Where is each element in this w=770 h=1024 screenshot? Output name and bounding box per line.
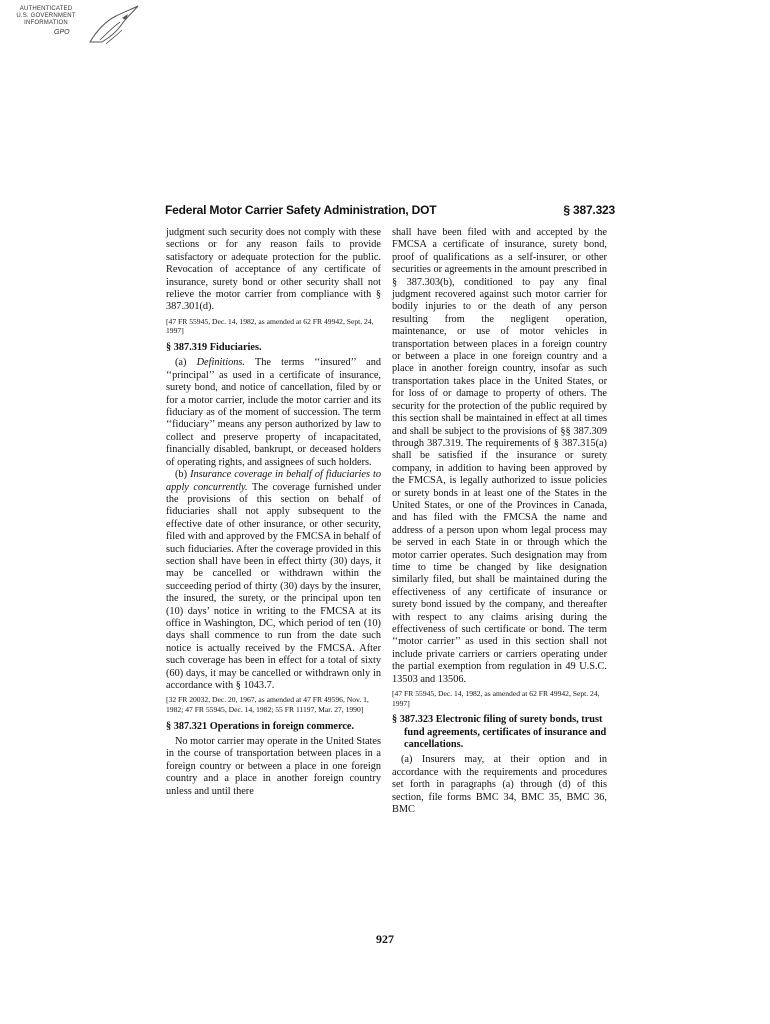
paragraph-b <box>166 469 381 692</box>
paragraph-text: The coverage furnished under the provisions of this section on behalf of fiduciaries shall not apply subsequent to the effective date of other insurance, or other security, filed with and approved by the FMCSA in behalf of such fiduciaries. After the coverage provided in this section shall have been in effect thirty (30) days, it may be cancelled or withdrawn within the succeeding period of thirty (30) days by the insurer, the insured, the surety, or the principal upon ten (10) days’ notice in writing to the FMCSA at its office in Washington, DC, which period of ten (10) days shall commence to run from the date such notice is actually received by the FMCSA. After such coverage has been in effect for a total of sixty (60) days, it may be cancelled or withdrawn only in accordance with § 1043.7. <box>166 481 382 691</box>
paragraph: (a) Insurers may, at their option and in accordance with the requirements and procedures set forth in paragraphs (a) through (d) of this section, file forms BMC 34, BMC 35, BMC 36, BMC <box>392 754 607 816</box>
paragraph-text: The terms ‘‘insured’’ and ‘‘principal’’ as used in a certificate of insurance, surety bond, and notice of cancellation, filed by or for a motor carrier, include the motor carrier and its fiduciary as of the moment of succession. The term ‘‘fiduciary’’ means any person authorized by law to collect and preserve property of incapacitated, financially disabled, bankrupt, or deceased holders of operating rights, and assignees of such holders. <box>166 357 381 468</box>
eagle-seal-icon <box>82 4 142 50</box>
citation: [47 FR 55945, Dec. 14, 1982, as amended at 62 FR 49942, Sept. 24, 1997] <box>166 316 374 336</box>
page-number: 927 <box>376 932 394 946</box>
section-heading-387-319: § 387.319 Fiduciaries. <box>166 342 262 354</box>
paragraph: No motor carrier may operate in the United States in the course of transportation between places in a foreign country or between a place in one foreign country and a place in another foreign country unless and until there <box>166 736 381 797</box>
section-heading-387-323: § 387.323 Electronic filing of surety bonds, trust fund agreements, certificates of insurance and cancellations. <box>392 714 607 751</box>
header-section: § 387.323 <box>563 203 615 217</box>
paragraph-title: Definitions. <box>196 357 245 369</box>
paragraph-label: (b) <box>175 469 188 481</box>
stamp-line-3: INFORMATION <box>24 20 68 26</box>
citation: [32 FR 20032, Dec. 20, 1967, as amended at 47 FR 49596, Nov. 1, 1982; 47 FR 55945, Dec. 14, 1982; 55 FR 11197, Mar. 27, 1990] <box>166 695 369 714</box>
paragraph: shall have been filed with and accepted by the FMCSA a certificate of insurance, surety bond, proof of qualifications as a self-insurer, or other securities or agreements in the amount prescribed in § 387.303(b), conditioned to pay any final judgment recovered against such motor carrier for bodily injuries to or the death of any person resulting from the negligent operation, maintenance, or use of motor vehicles in transportation between places in a foreign country or between a place in one foreign country and a place in another foreign country, insofar as such transportation takes place in the United States, or for loss of or damage to property of others. The security for the protection of the public required by this section shall be maintained in effect at all times and shall be subject to the provisions of §§ 387.309 through 387.319. The requirements of § 387.315(a) shall be satisfied if the insurance or surety company, in addition to having been approved by the FMCSA, is legally authorized to issue policies or surety bonds in at least one of the States in the United States, or one of the Provinces in Canada, and has filed with the FMCSA the name and address of a person upon whom legal process may be served in each State in or through which the motor carrier operates. Such designation may from time to time be changed by like designation similarly filed, but shall be maintained during the effectiveness of any certificate of insurance or surety bond issued by the company, and thereafter with respect to any claims arising during the effectiveness of such certificate or bond. The term ‘‘motor carrier’’ as used in this section shall not include private carriers or carriers operating under the partial exemption from regulation in 49 U.S.C. 13503 and 13506. <box>392 227 607 685</box>
right-column <box>392 227 607 816</box>
authentication-stamp <box>6 4 146 54</box>
paragraph-a <box>166 357 381 469</box>
stamp-gpo: GPO <box>54 29 70 36</box>
paragraph-title: Insurance coverage in behalf of fiduciaries to apply concurrently. <box>166 469 381 493</box>
header-agency: Federal Motor Carrier Safety Administration, DOT <box>165 203 437 217</box>
paragraph-label: (a) <box>175 357 187 369</box>
citation: [47 FR 55945, Dec. 14, 1982, as amended at 62 FR 49942, Sept. 24, 1997] <box>392 689 600 708</box>
stamp-line-1: AUTHENTICATED <box>19 6 73 12</box>
running-header <box>165 203 615 221</box>
section-heading-387-321: § 387.321 Operations in foreign commerce. <box>166 720 355 732</box>
left-column <box>166 227 381 798</box>
paragraph: judgment such security does not comply with these sections or for any reason fails to provide satisfactory or adequate protection for the public. Revocation of acceptance of any certificate of insurance, surety bond or other security shall not relieve the motor carrier from compliance with § 387.301(d). <box>166 227 381 313</box>
stamp-line-2: U.S. GOVERNMENT <box>16 13 76 19</box>
